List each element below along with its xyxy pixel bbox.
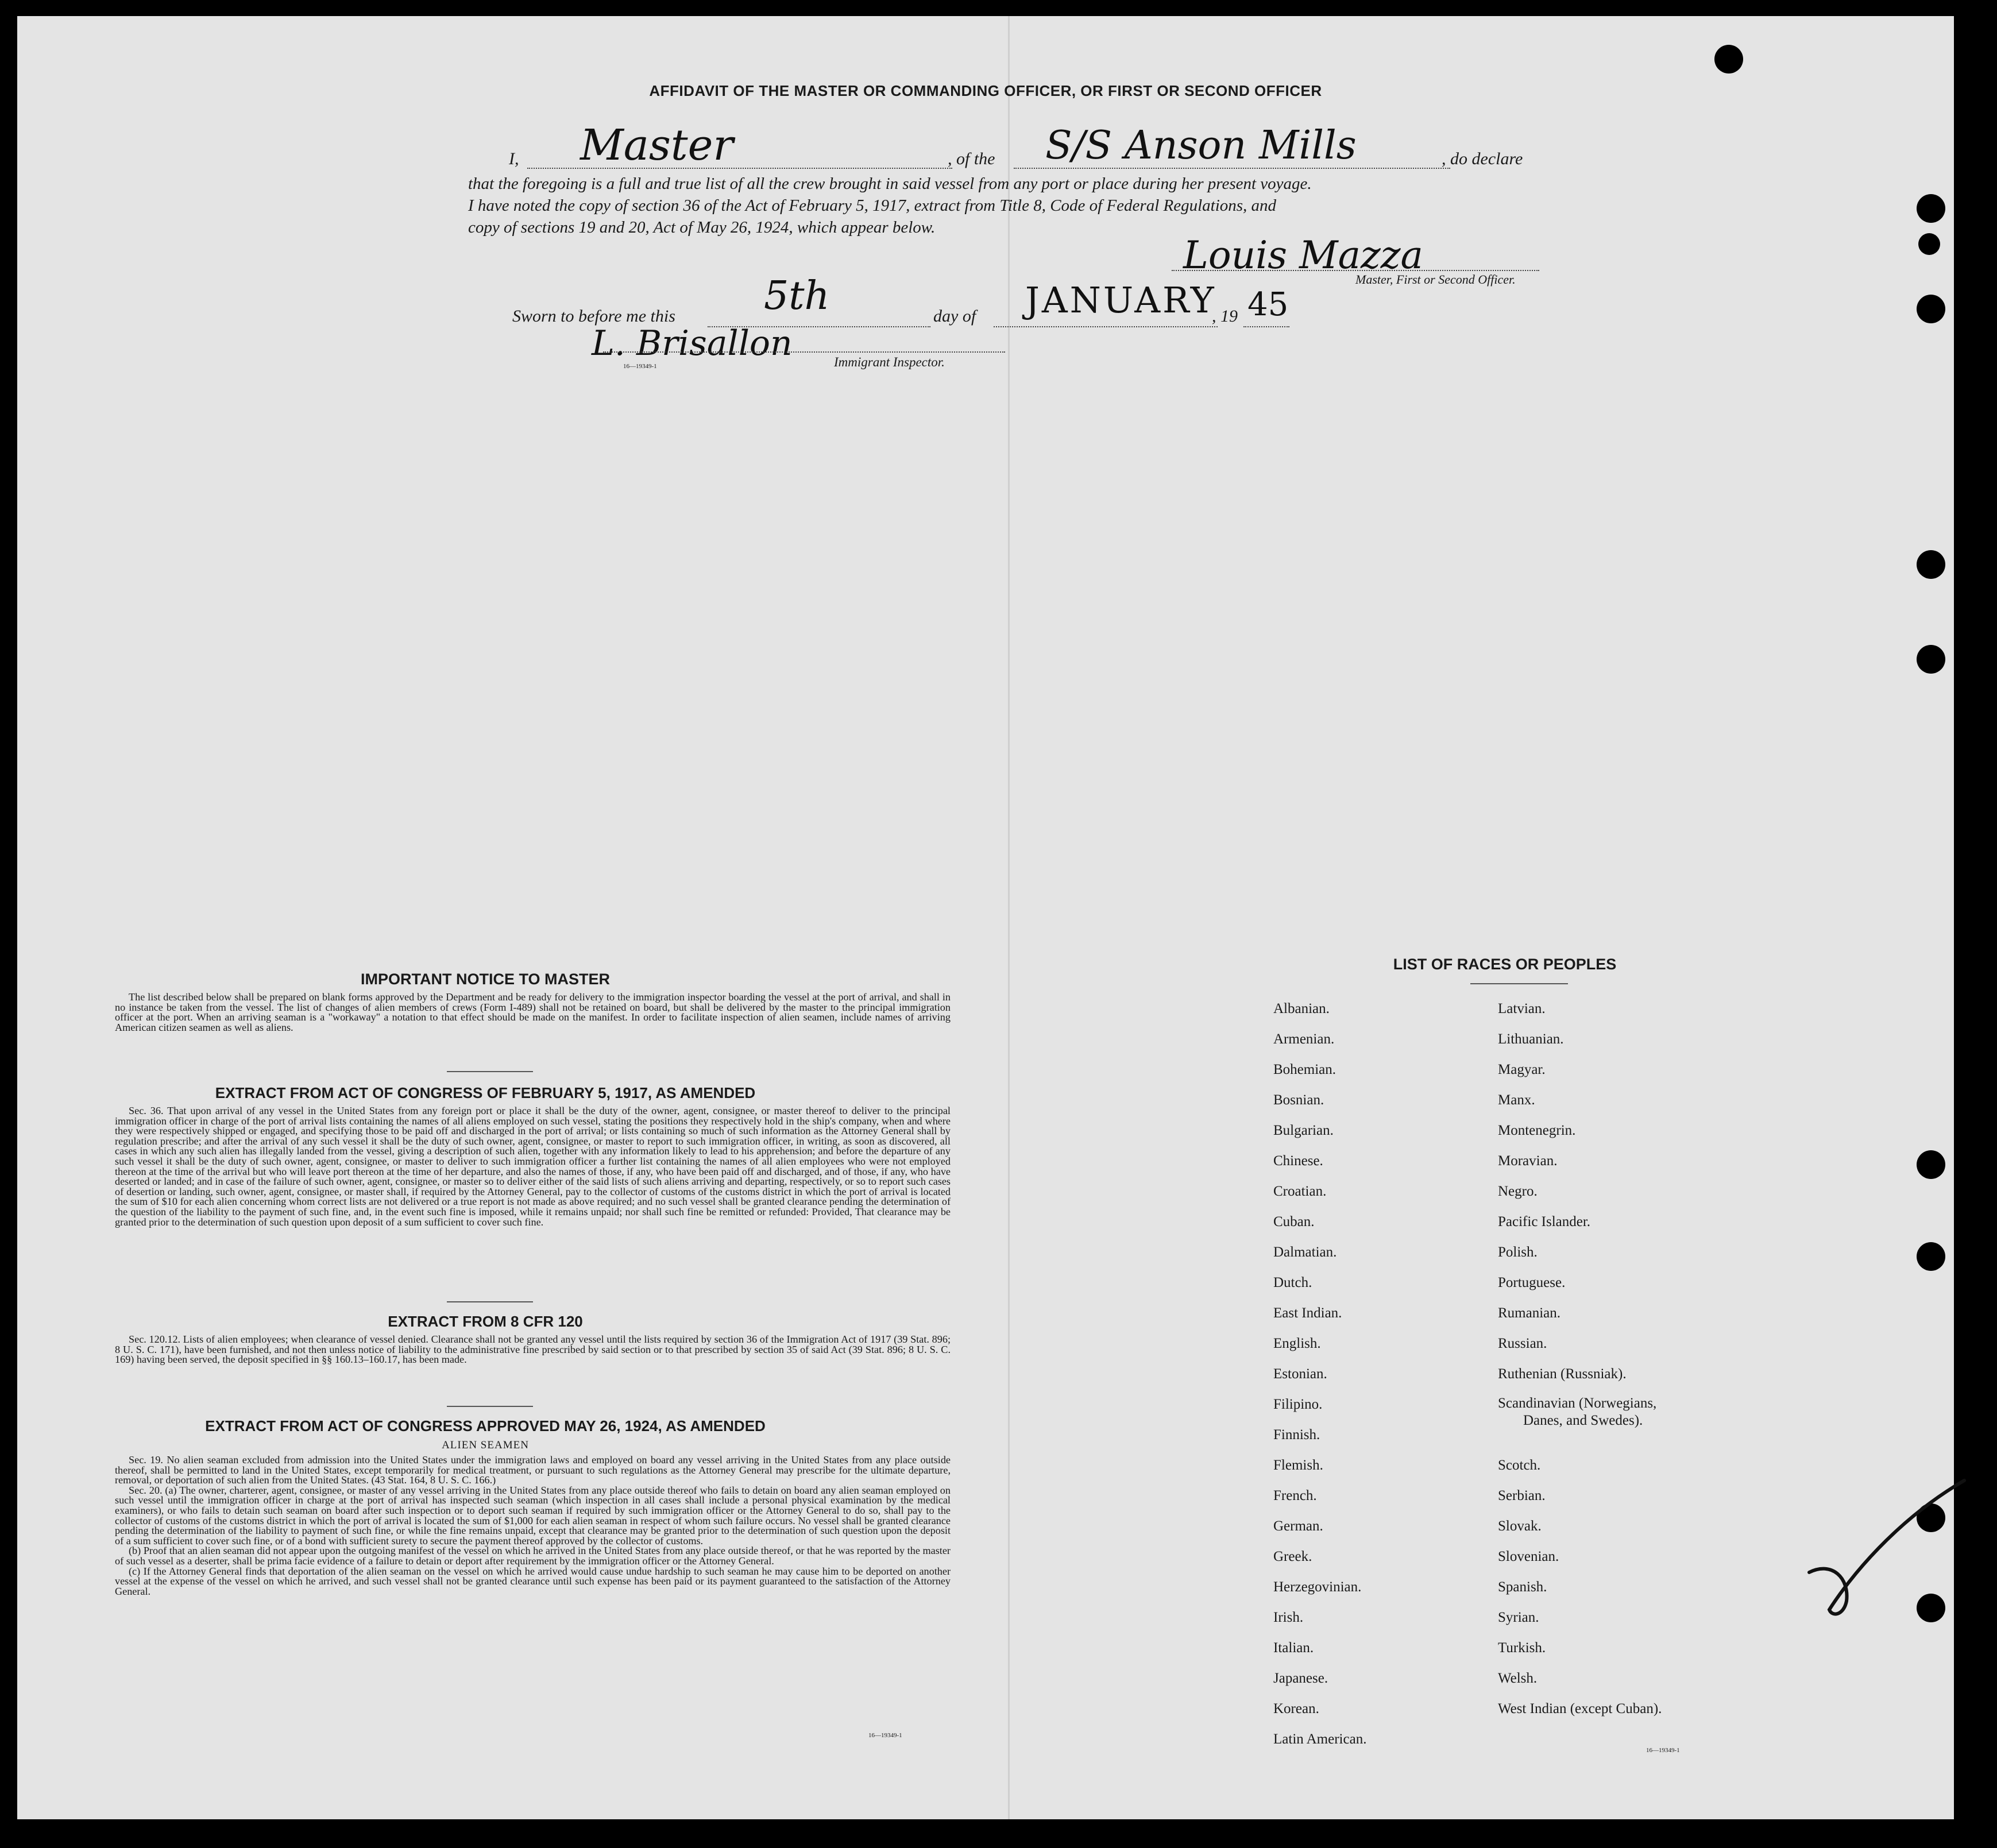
race-item: Lithuanian. bbox=[1498, 1031, 1564, 1047]
race-item: West Indian (except Cuban). bbox=[1498, 1701, 1662, 1716]
race-item: Magyar. bbox=[1498, 1062, 1546, 1077]
affidavit-text-3: copy of sections 19 and 20, Act of May 26, 1924, which appear below. bbox=[468, 218, 936, 237]
race-item: Bohemian. bbox=[1273, 1062, 1337, 1077]
month-handwritten: JANUARY bbox=[1025, 279, 1216, 321]
race-item: Latvian. bbox=[1498, 1001, 1546, 1016]
extract-cfr-title: EXTRACT FROM 8 CFR 120 bbox=[388, 1313, 583, 1330]
day-handwritten: 5th bbox=[764, 273, 830, 319]
year-handwritten: 45 bbox=[1247, 286, 1289, 323]
sworn-label: Sworn to before me this bbox=[512, 307, 675, 326]
race-item: Bulgarian. bbox=[1273, 1123, 1334, 1138]
race-item: Rumanian. bbox=[1498, 1305, 1561, 1321]
race-item: Bosnian. bbox=[1273, 1092, 1324, 1108]
divider-3 bbox=[447, 1406, 533, 1407]
affidavit-text-2: I have noted the copy of section 36 of the Act of February 5, 1917, extract from Title 8, Code of Federal Regulations, and bbox=[468, 196, 1277, 215]
of-the-label: , of the bbox=[948, 149, 995, 168]
race-item: Serbian. bbox=[1498, 1488, 1546, 1503]
extract-1917-title: EXTRACT FROM ACT OF CONGRESS OF FEBRUARY 5, 1917, AS AMENDED bbox=[215, 1084, 756, 1101]
master-signature: Louis Mazza bbox=[1183, 233, 1423, 277]
races-title-underline bbox=[1470, 983, 1568, 984]
race-item: Scotch. bbox=[1498, 1457, 1541, 1473]
punch-hole-4 bbox=[1917, 295, 1945, 323]
year-line bbox=[1243, 326, 1289, 327]
month-line bbox=[994, 326, 1218, 327]
race-item: Turkish. bbox=[1498, 1640, 1546, 1656]
master-handwritten: Master bbox=[580, 121, 733, 170]
punch-hole-2 bbox=[1917, 194, 1945, 223]
do-declare-label: , do declare bbox=[1442, 149, 1523, 168]
day-of-label: day of bbox=[933, 307, 976, 326]
extract-cfr-body bbox=[115, 1335, 951, 1365]
affidavit-title: AFFIDAVIT OF THE MASTER OR COMMANDING OFFICER, OR FIRST OR SECOND OFFICER bbox=[649, 82, 1322, 99]
race-item: Herzegovinian. bbox=[1273, 1579, 1362, 1595]
inspector-line bbox=[603, 351, 1005, 353]
race-item: Albanian. bbox=[1273, 1001, 1330, 1016]
signature-line bbox=[1172, 270, 1539, 271]
section-20b: (b) Proof that an alien seaman did not appear upon the outgoing manifest of the vessel on which he arrived in the United States from any place outside thereof, or that he was reported by the master of such vessel as a deserter, shall be prima facie evidence of a failure to detain or deport after requirement by the immigration officer or the Attorney General. bbox=[115, 1545, 951, 1567]
punch-hole-6 bbox=[1917, 645, 1945, 674]
affidavit-pronoun: I, bbox=[509, 149, 519, 168]
race-item: Negro. bbox=[1498, 1184, 1538, 1199]
punch-hole-5 bbox=[1917, 550, 1945, 579]
affidavit-form-number: 16—19349-1 bbox=[623, 363, 657, 370]
race-item: Filipino. bbox=[1273, 1397, 1323, 1412]
race-item: Polish. bbox=[1498, 1244, 1538, 1260]
race-item: Slovenian. bbox=[1498, 1549, 1559, 1564]
races-column-2 bbox=[1498, 993, 1662, 1724]
punch-hole-8 bbox=[1917, 1242, 1945, 1271]
year-prefix: , 19 bbox=[1212, 307, 1238, 326]
scandinavian-line-2: Danes, and Swedes). bbox=[1523, 1413, 1643, 1428]
divider-2 bbox=[447, 1301, 533, 1302]
race-item: Slovak. bbox=[1498, 1518, 1542, 1534]
check-mark-icon bbox=[1798, 1463, 1970, 1624]
section-20c: (c) If the Attorney General finds that deportation of the alien seaman on the vessel on which he arrived would cause undue hardship to such seaman he may cause him to be deported on another vessel at the expense of the vessel on which he arrived, and such vessel shall not be granted clearance until such expense has been paid or its payment guaranteed to the satisfaction of the Attorney General. bbox=[115, 1565, 951, 1597]
race-item: Portuguese. bbox=[1498, 1275, 1566, 1290]
extract-1917-paragraph: Sec. 36. That upon arrival of any vessel in the United States from any foreign port or place it shall be the duty of the owner, agent, consignee, or master thereof to deliver to the principal immigration officer in charge of the port of arrival lists containing the names of all aliens employed on such vessel, stating the positions they respectively hold in the ship's company, when and where they were respectively shipped or engaged, and specifying those to be paid off and discharged in the port of arrival; or lists containing so much of such information as the Attorney General shall by regulation prescribe; and after the arrival of any such vessel it shall be the duty of such owner, agent, consignee, or master to report to such immigration officer, in writing, as soon as discovered, all cases in which any such alien has illegally landed from the vessel, giving a description of such alien, together with any information likely to lead to his apprehension; and before the departure of any such vessel it shall be the duty of such owner, agent, consignee, or master to deliver to such immigration officer a further list containing the names of all alien employees who were not employed thereon at the time of the arrival but who will leave port thereon at the time of her departure, and also the names of those, if any, who have been paid off and discharged, and of those, if any, who have deserted or landed; and in case of the failure of such owner, agent, consignee, or master so to deliver either of the said lists of such aliens arriving and departing, respectively, or so to report such cases of desertion or landing, such owner, agent, consignee, or master shall, if required by the Attorney General, pay to the collector of customs of the customs district in which the port of arrival is located the sum of $10 for each alien concerning whom correct lists are not delivered or a true report is not made as above required; and no such vessel shall be granted clearance pending the determination of the question of the liability to the payment of such fine, and, in the event such fine is imposed, while it remains unpaid; nor shall such fine be remitted or refunded: Provided, That clearance may be granted prior to the determination of such question upon deposit of a sum sufficient to cover such fine. bbox=[115, 1105, 951, 1228]
document-page bbox=[17, 16, 1954, 1819]
affidavit-text-1: that the foregoing is a full and true list of all the crew brought in said vessel from any port or place during her present voyage. bbox=[468, 175, 1312, 193]
race-item: Manx. bbox=[1498, 1092, 1535, 1108]
section-20a: Sec. 20. (a) The owner, charterer, agent, consignee, or master of any vessel arriving in the United States from any place outside thereof who fails to detain on board any alien seaman employed on such vessel until the immigration officer in charge at the port of arrival has inspected such seaman (which inspection in all cases shall include a personal physical examination by the medical examiners), or who fails to detain such seaman on board after such inspection or to deport such seaman if required by such immigration officer or the Attorney General to do so, shall pay to the collector of customs of the customs district in which the port of arrival is located the sum of $1,000 for each alien seaman in respect of whom such failure occurs. No vessel shall be granted clearance pending the determination of the liability to payment of such fine, or while the fine remains unpaid, except that clearance may be granted prior to the determination of such question upon the deposit of a sum sufficient to cover such fine, or of a bond with sufficient surety to secure the payment thereof approved by the collector of customs. bbox=[115, 1484, 951, 1547]
notice-paragraph: The list described below shall be prepared on blank forms approved by the Department and be ready for delivery to the immigration inspector boarding the vessel at the port of arrival, and shall in no instance be taken from the vessel. The list of changes of alien members of crews (Form I-489) shall not be retained on board, but shall be delivered by the master to the principal immigration officer at the port. When an arriving seaman is a "workaway" a notation to that effect should be made on the manifest. In order to facilitate inspection of alien seamen, include names of arriving American citizen seamen as well as aliens. bbox=[115, 991, 951, 1033]
vessel-handwritten: S/S Anson Mills bbox=[1045, 123, 1357, 168]
race-item: Estonian. bbox=[1273, 1366, 1327, 1382]
race-item: Montenegrin. bbox=[1498, 1123, 1576, 1138]
left-form-number: 16—19349-1 bbox=[868, 1732, 902, 1739]
punch-hole-1 bbox=[1714, 45, 1743, 74]
race-item: Welsh. bbox=[1498, 1671, 1538, 1686]
race-item: Moravian. bbox=[1498, 1153, 1558, 1169]
races-title: LIST OF RACES OR PEOPLES bbox=[1393, 956, 1617, 973]
extract-1924-subtitle: ALIEN SEAMEN bbox=[442, 1439, 529, 1451]
race-item: Croatian. bbox=[1273, 1184, 1327, 1199]
divider-1 bbox=[447, 1071, 533, 1072]
punch-hole-7 bbox=[1917, 1150, 1945, 1179]
race-item: Irish. bbox=[1273, 1610, 1304, 1625]
race-item: Spanish. bbox=[1498, 1579, 1547, 1595]
extract-1924-title: EXTRACT FROM ACT OF CONGRESS APPROVED MAY 26, 1924, AS AMENDED bbox=[205, 1417, 766, 1435]
race-item: French. bbox=[1273, 1488, 1317, 1503]
race-item: Cuban. bbox=[1273, 1214, 1315, 1230]
race-item: Greek. bbox=[1273, 1549, 1312, 1564]
signature-caption: Master, First or Second Officer. bbox=[1355, 272, 1516, 287]
section-19: Sec. 19. No alien seaman excluded from admission into the United States under the immigration laws and employed on board any vessel arriving in the United States from any place outside thereof, shall be permitted to land in the United States, except temporarily for medical treatment, or pursuant to such regulations as the Attorney General may prescribe for the ultimate departure, removal, or deportation of such alien from the United States. (43 Stat. 164, 8 U. S. C. 166.) bbox=[115, 1454, 951, 1486]
notice-body bbox=[115, 992, 951, 1033]
race-item-scandinavian bbox=[1498, 1389, 1662, 1450]
punch-hole-3 bbox=[1918, 233, 1940, 255]
inspector-signature: L. Brisallon bbox=[592, 323, 793, 364]
extract-1924-body bbox=[115, 1455, 951, 1596]
race-item: Flemish. bbox=[1273, 1457, 1323, 1473]
scandinavian-line-1: Scandinavian (Norwegians, bbox=[1498, 1395, 1657, 1411]
race-item: German. bbox=[1273, 1518, 1323, 1534]
race-item: English. bbox=[1273, 1336, 1321, 1351]
race-item: Latin American. bbox=[1273, 1731, 1367, 1747]
race-item: Ruthenian (Russniak). bbox=[1498, 1366, 1627, 1382]
race-item: Finnish. bbox=[1273, 1427, 1320, 1443]
extract-cfr-paragraph: Sec. 120.12. Lists of alien employees; when clearance of vessel denied. Clearance shall not be granted any vessel until the lists required by section 36 of the Immigration Act of 1917 (39 Stat. 896; 8 U. S. C. 171), have been furnished, and not then unless notice of liability to the administrative fine prescribed by said section or to that prescribed by section 35 of said Act (39 Stat. 896; 8 U. S. C. 169) having been served, the deposit specified in §§ 160.13–160.17, has been made. bbox=[115, 1333, 951, 1366]
race-item: East Indian. bbox=[1273, 1305, 1342, 1321]
extract-1917-body bbox=[115, 1106, 951, 1227]
race-item: Chinese. bbox=[1273, 1153, 1323, 1169]
race-item: Russian. bbox=[1498, 1336, 1547, 1351]
notice-title: IMPORTANT NOTICE TO MASTER bbox=[361, 971, 610, 988]
race-item: Japanese. bbox=[1273, 1671, 1328, 1686]
race-item: Dalmatian. bbox=[1273, 1244, 1337, 1260]
race-item: Italian. bbox=[1273, 1640, 1314, 1656]
race-item: Armenian. bbox=[1273, 1031, 1335, 1047]
races-column-1 bbox=[1273, 993, 1366, 1754]
race-item: Pacific Islander. bbox=[1498, 1214, 1591, 1230]
races-form-number: 16—19349-1 bbox=[1646, 1747, 1680, 1754]
race-item: Dutch. bbox=[1273, 1275, 1312, 1290]
fold-line bbox=[1008, 16, 1010, 1819]
race-item: Syrian. bbox=[1498, 1610, 1539, 1625]
inspector-caption: Immigrant Inspector. bbox=[834, 355, 945, 369]
race-item: Korean. bbox=[1273, 1701, 1319, 1716]
